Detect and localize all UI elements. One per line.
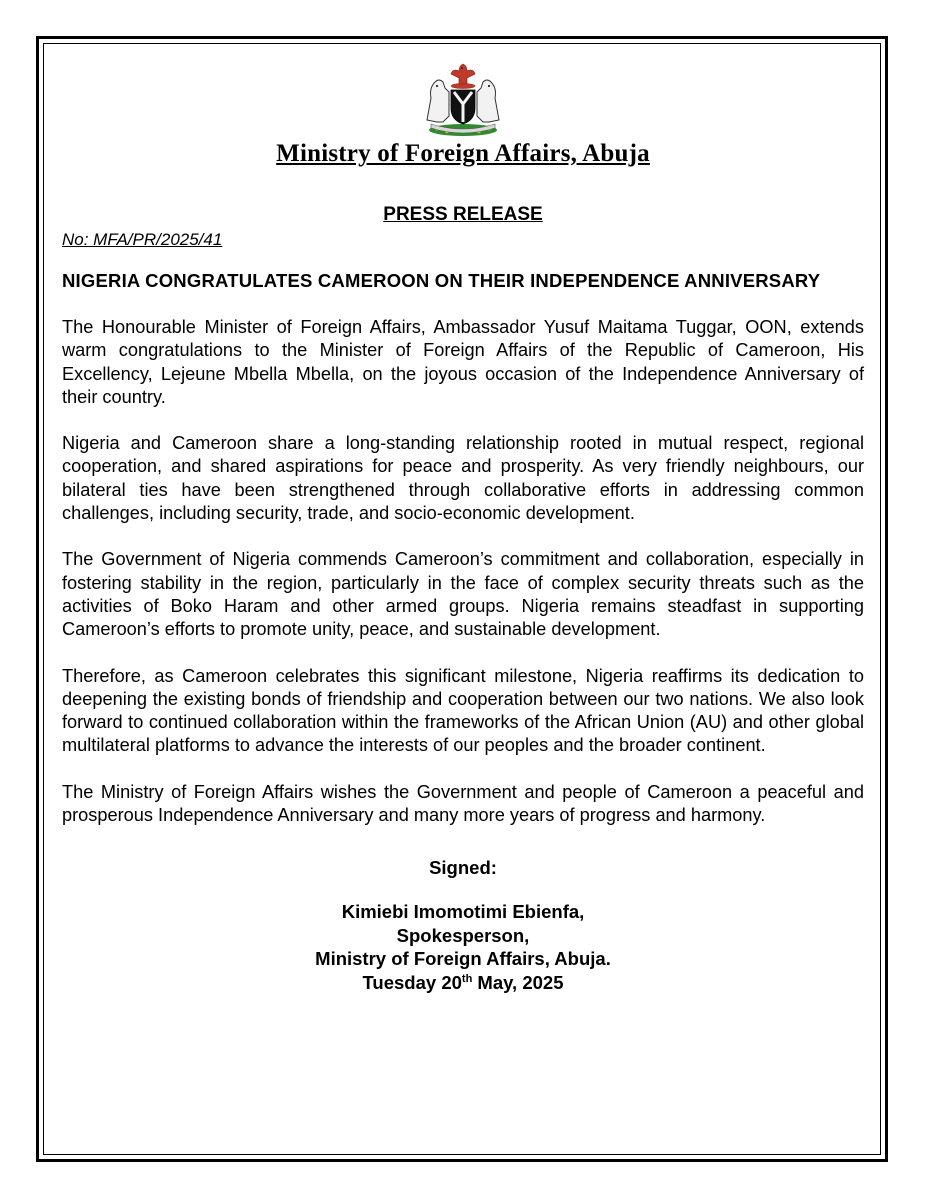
press-release-heading: PRESS RELEASE [383,204,543,225]
paragraph-5: The Ministry of Foreign Affairs wishes the Government and people of Cameroon a peaceful and prosperous Independence Anniversary and many more years of progress and harmony. [62,781,864,826]
date-suffix: th [461,972,473,985]
paragraph-3: The Government of Nigeria commends Cameroon’s commitment and collaboration, especially in fostering stability in the region, particularly in the face of complex security threats such as the activities of Boko Haram and other armed groups. Nigeria remains steadfast in supporting Cameroon’s efforts to promote unity, peace, and sustainable development. [62,549,864,640]
date-rest: May, 2025 [472,971,564,993]
signed-label: Signed: [429,857,497,879]
paragraph-4: Therefore, as Cameroon celebrates this significant milestone, Nigeria reaffirms its dedication to deepening the existing bonds of friendship and cooperation between our two nations. We also look forward to continued collaboration within the frameworks of the African Union (AU) and other global multilateral platforms to advance the interests of our peoples and the broader continent. [62,665,864,756]
date-prefix: Tuesday 20 [362,971,462,993]
ministry-title: Ministry of Foreign Affairs, Abuja [276,140,650,167]
paragraph-1: The Honourable Minister of Foreign Affairs, Ambassador Yusuf Maitama Tuggar, OON, extends warm congratulations to the Minister of Foreign Affairs of the Republic of Cameroon, His Excellency, Lejeune Mbella Mbella, on the joyous occasion of the Independence Anniversary of their country. [62,317,864,407]
reference-number: No: MFA/PR/2025/41 [62,230,223,249]
paragraph-2: Nigeria and Cameroon share a long-standing relationship rooted in mutual respect, regional cooperation, and shared aspirations for peace and prosperity. As very friendly neighbours, our bilateral ties have been strengthened through collaborative efforts in addressing common challenges, including security, trade, and socio-economic development. [62,433,864,524]
document-content [62,58,864,994]
signature-block [62,900,864,994]
signatory-title: Spokesperson, [396,924,530,946]
release-date [62,971,864,995]
signatory-name: Kimiebi Imomotimi Ebienfa, [341,901,585,923]
headline: NIGERIA CONGRATULATES CAMEROON ON THEIR INDEPENDENCE ANNIVERSARY [62,270,821,291]
nigerian-coat-of-arms-icon [413,58,513,138]
signatory-organization: Ministry of Foreign Affairs, Abuja. [315,948,611,970]
